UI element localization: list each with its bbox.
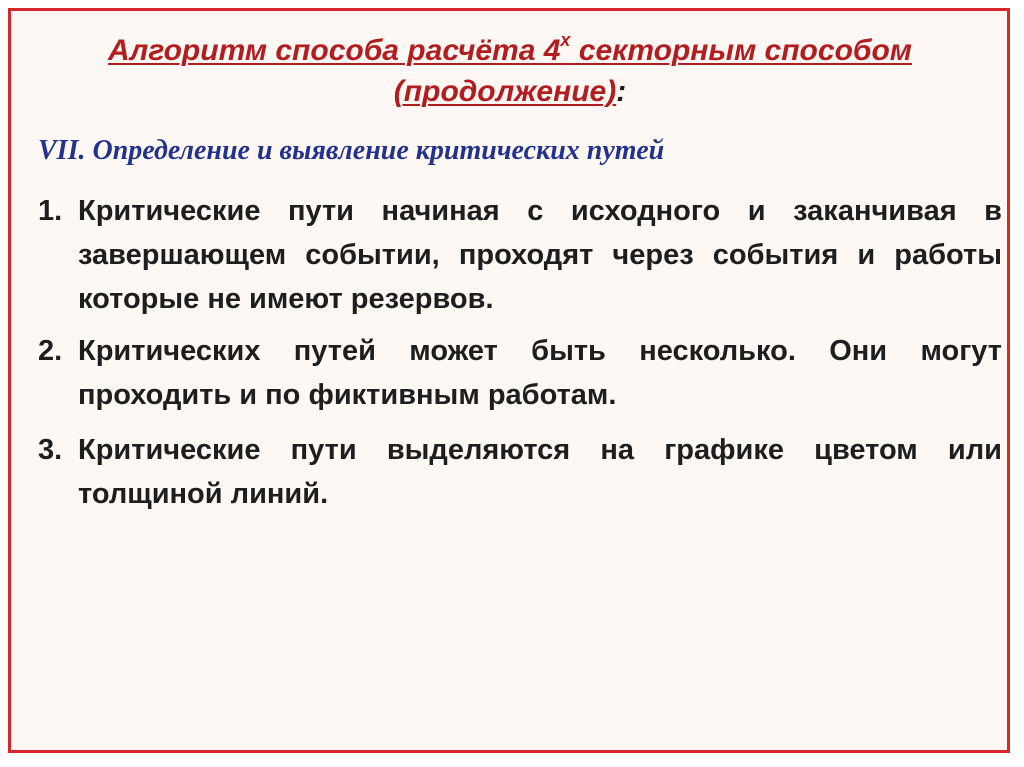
list-item xyxy=(38,329,1002,417)
title-continuation: (продолжение) xyxy=(393,75,617,108)
list-item xyxy=(38,428,1002,516)
list-item xyxy=(38,189,1002,321)
list-item-number: 2. xyxy=(38,335,63,367)
section-heading: VII. Определение и выявление критических путей xyxy=(38,135,665,166)
list-item-number: 1. xyxy=(38,195,63,227)
slide-title xyxy=(20,30,1000,112)
title-colon: : xyxy=(616,75,627,108)
list-item-text: Критические пути выделяются на графике цветом или толщиной линий. xyxy=(78,434,1002,510)
title-line-2 xyxy=(394,71,626,112)
list-item-number: 3. xyxy=(38,434,63,466)
title-line-1-start: Алгоритм способа расчёта 4 xyxy=(108,34,561,67)
list-item-text: Критические пути начиная с исходного и заканчивая в завершающем событии, проходят через события и работы которые не имеют резервов. xyxy=(78,195,1002,315)
title-superscript: х xyxy=(560,30,571,50)
title-line-1-end: секторным способом xyxy=(570,34,912,67)
list-item-text: Критических путей может быть несколько. Они могут проходить и по фиктивным работам. xyxy=(78,335,1002,411)
title-line-1 xyxy=(108,30,912,67)
